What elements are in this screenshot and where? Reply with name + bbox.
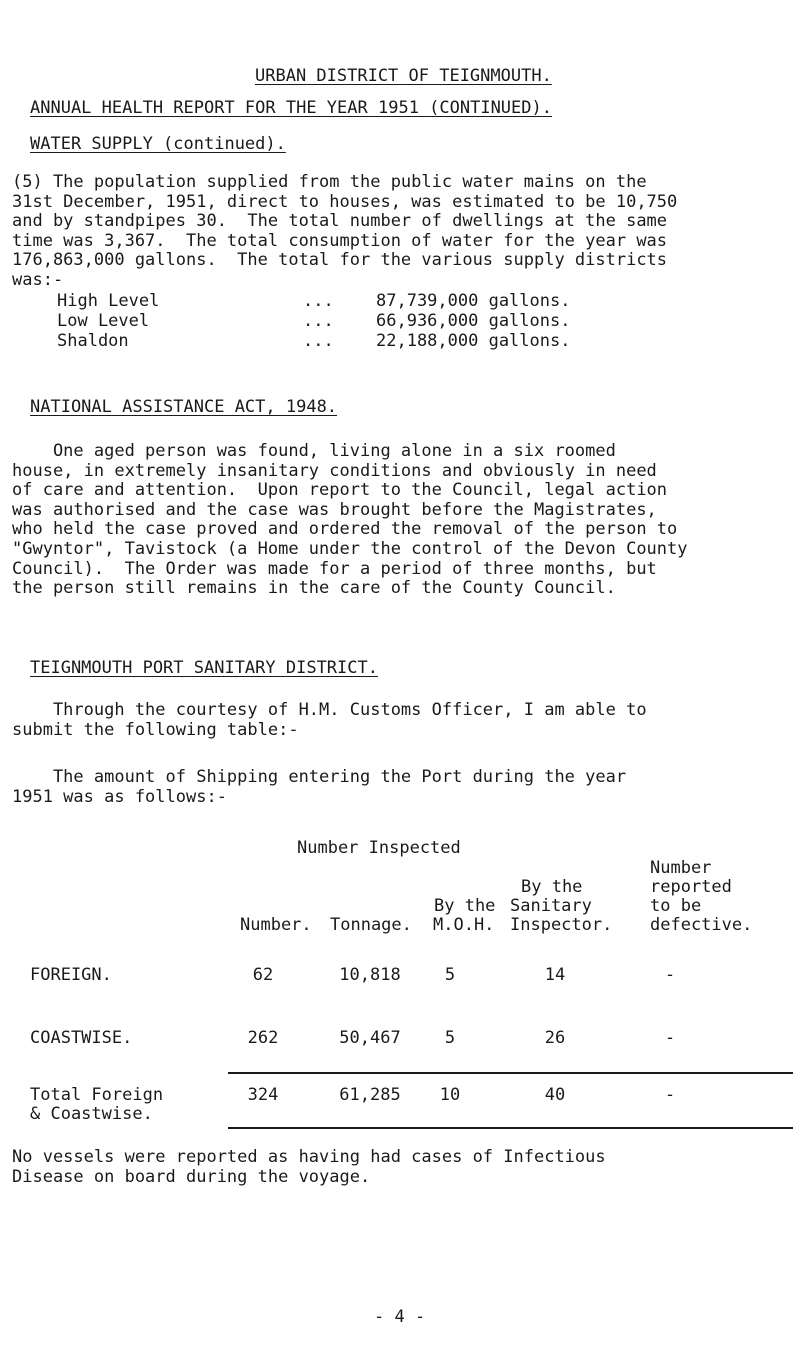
table-group-header: Number Inspected bbox=[297, 838, 461, 858]
col-header-moh-1: By the bbox=[434, 896, 496, 916]
paragraph-line: of care and attention. Upon report to the Council, legal action bbox=[12, 480, 668, 501]
col-header-moh-2: M.O.H. bbox=[433, 915, 495, 935]
cell-moh: 5 bbox=[444, 965, 456, 985]
paragraph-line: 176,863,000 gallons. The total for the various supply districts bbox=[12, 250, 668, 271]
district-name: Low Level bbox=[57, 311, 150, 331]
document-subtitle: ANNUAL HEALTH REPORT FOR THE YEAR 1951 (CONTINUED). bbox=[30, 98, 552, 118]
closing-paragraph bbox=[12, 1148, 792, 1187]
water-supply-heading: WATER SUPPLY (continued). bbox=[30, 134, 286, 154]
total-label-line-2: & Coastwise. bbox=[30, 1104, 153, 1124]
paragraph-line: No vessels were reported as having had cases of Infectious bbox=[12, 1147, 606, 1167]
district-name: High Level bbox=[57, 291, 160, 311]
port-intro-paragraph bbox=[12, 701, 792, 740]
col-header-defective-4: defective. bbox=[650, 915, 753, 935]
district-amount: 22,188,000 gallons. bbox=[376, 331, 571, 351]
cell-tonnage: 50,467 bbox=[339, 1028, 401, 1048]
row-label: COASTWISE. bbox=[30, 1028, 133, 1048]
cell-number: 324 bbox=[247, 1085, 279, 1105]
col-header-defective-2: reported bbox=[650, 877, 732, 897]
national-assistance-paragraph bbox=[12, 442, 792, 599]
col-header-defective-1: Number bbox=[650, 858, 712, 878]
paragraph-line: Disease on board during the voyage. bbox=[12, 1166, 371, 1187]
row-label: FOREIGN. bbox=[30, 965, 112, 985]
cell-moh: 5 bbox=[444, 1028, 456, 1048]
paragraph-line: The amount of Shipping entering the Port during the year bbox=[12, 767, 627, 787]
cell-number: 262 bbox=[247, 1028, 279, 1048]
total-label-line-1: Total Foreign bbox=[30, 1085, 164, 1105]
paragraph-line: the person still remains in the care of the County Council. bbox=[12, 578, 616, 599]
col-header-inspector-2: Sanitary bbox=[510, 896, 592, 916]
paragraph-line: One aged person was found, living alone in a six roomed bbox=[12, 441, 616, 461]
paragraph-line: time was 3,367. The total consumption of water for the year was bbox=[12, 230, 668, 251]
paragraph-line: was:- bbox=[12, 269, 64, 290]
cell-inspector: 40 bbox=[544, 1085, 566, 1105]
paragraph-line: was authorised and the case was brought before the Magistrates, bbox=[12, 499, 657, 520]
page-number: - 4 - bbox=[374, 1307, 426, 1327]
district-amount: 87,739,000 gallons. bbox=[376, 291, 571, 311]
cell-number: 62 bbox=[252, 965, 274, 985]
cell-tonnage: 61,285 bbox=[339, 1085, 401, 1105]
col-header-defective-3: to be bbox=[650, 896, 702, 916]
table-rule-top bbox=[228, 1072, 793, 1074]
national-assistance-heading: NATIONAL ASSISTANCE ACT, 1948. bbox=[30, 397, 338, 417]
cell-inspector: 14 bbox=[544, 965, 566, 985]
cell-moh: 10 bbox=[439, 1085, 461, 1105]
paragraph-line: Council). The Order was made for a period of three months, but bbox=[12, 558, 657, 579]
col-header-number: Number. bbox=[240, 915, 312, 935]
district-dots: ... bbox=[303, 291, 334, 311]
table-rule-bottom bbox=[228, 1127, 793, 1129]
col-header-tonnage: Tonnage. bbox=[330, 915, 412, 935]
cell-defective: - bbox=[664, 965, 676, 985]
col-header-inspector-3: Inspector. bbox=[510, 915, 613, 935]
cell-inspector: 26 bbox=[544, 1028, 566, 1048]
district-amount: 66,936,000 gallons. bbox=[376, 311, 571, 331]
paragraph-line: house, in extremely insanitary conditions and obviously in need bbox=[12, 460, 657, 481]
paragraph-line: (5) The population supplied from the public water mains on the bbox=[12, 172, 647, 192]
water-supply-paragraph bbox=[12, 173, 792, 291]
port-shipping-paragraph bbox=[12, 768, 792, 807]
cell-defective: - bbox=[664, 1028, 676, 1048]
paragraph-line: and by standpipes 30. The total number of dwellings at the same bbox=[12, 211, 668, 232]
district-dots: ... bbox=[303, 331, 334, 351]
district-name: Shaldon bbox=[57, 331, 129, 351]
paragraph-line: "Gwyntor", Tavistock (a Home under the control of the Devon County bbox=[12, 538, 688, 559]
cell-tonnage: 10,818 bbox=[339, 965, 401, 985]
paragraph-line: submit the following table:- bbox=[12, 719, 299, 740]
port-heading: TEIGNMOUTH PORT SANITARY DISTRICT. bbox=[30, 658, 378, 678]
paragraph-line: Through the courtesy of H.M. Customs Officer, I am able to bbox=[12, 700, 647, 720]
paragraph-line: 31st December, 1951, direct to houses, was estimated to be 10,750 bbox=[12, 191, 678, 212]
col-header-inspector-1: By the bbox=[521, 877, 583, 897]
paragraph-line: 1951 was as follows:- bbox=[12, 786, 227, 807]
document-title: URBAN DISTRICT OF TEIGNMOUTH. bbox=[255, 66, 552, 86]
cell-defective: - bbox=[664, 1085, 676, 1105]
district-dots: ... bbox=[303, 311, 334, 331]
paragraph-line: who held the case proved and ordered the removal of the person to bbox=[12, 519, 678, 540]
